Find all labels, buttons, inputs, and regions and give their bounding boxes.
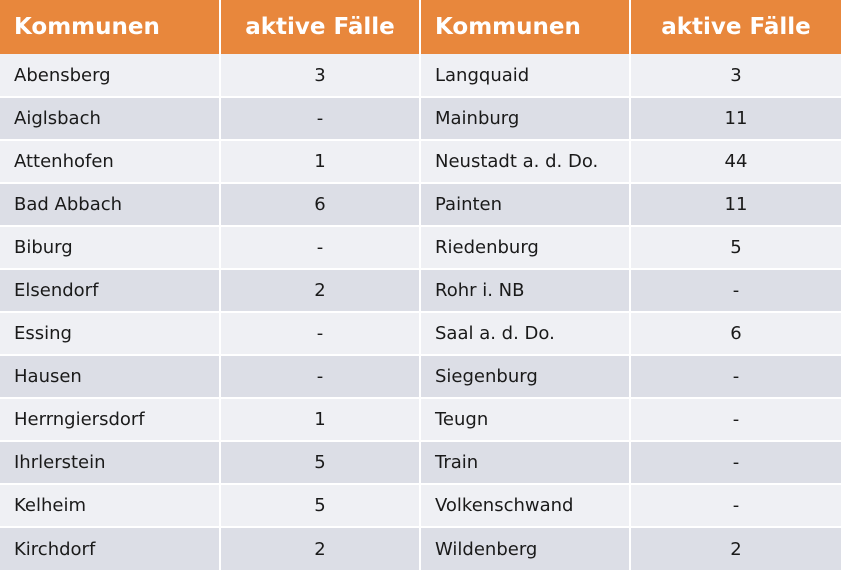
cell-faelle-right: - bbox=[630, 441, 841, 484]
cell-kommune-left: Aiglsbach bbox=[0, 97, 220, 140]
cell-kommune-right: Wildenberg bbox=[420, 527, 630, 570]
cell-kommune-right: Neustadt a. d. Do. bbox=[420, 140, 630, 183]
cell-faelle-left: - bbox=[220, 355, 420, 398]
table-row bbox=[0, 441, 841, 484]
table-row bbox=[0, 269, 841, 312]
cell-faelle-left: 3 bbox=[220, 54, 420, 97]
cell-kommune-left: Essing bbox=[0, 312, 220, 355]
cell-kommune-left: Abensberg bbox=[0, 54, 220, 97]
table-row bbox=[0, 183, 841, 226]
cell-faelle-left: 6 bbox=[220, 183, 420, 226]
table-row bbox=[0, 398, 841, 441]
cell-kommune-right: Saal a. d. Do. bbox=[420, 312, 630, 355]
cell-kommune-right: Mainburg bbox=[420, 97, 630, 140]
table-row bbox=[0, 484, 841, 527]
table-row bbox=[0, 54, 841, 97]
table-row bbox=[0, 97, 841, 140]
table-row bbox=[0, 226, 841, 269]
table-body bbox=[0, 54, 841, 570]
header-kommunen-left: Kommunen bbox=[0, 0, 220, 54]
cell-faelle-left: 5 bbox=[220, 441, 420, 484]
cell-kommune-right: Painten bbox=[420, 183, 630, 226]
table-row bbox=[0, 140, 841, 183]
cell-kommune-right: Langquaid bbox=[420, 54, 630, 97]
cell-kommune-right: Rohr i. NB bbox=[420, 269, 630, 312]
header-row bbox=[0, 0, 841, 54]
cell-kommune-right: Teugn bbox=[420, 398, 630, 441]
cell-kommune-left: Kirchdorf bbox=[0, 527, 220, 570]
table-header bbox=[0, 0, 841, 54]
cell-kommune-right: Siegenburg bbox=[420, 355, 630, 398]
cell-faelle-right: 5 bbox=[630, 226, 841, 269]
cell-kommune-left: Elsendorf bbox=[0, 269, 220, 312]
cell-faelle-left: - bbox=[220, 97, 420, 140]
cell-kommune-right: Riedenburg bbox=[420, 226, 630, 269]
cell-faelle-right: 11 bbox=[630, 97, 841, 140]
cell-faelle-right: 2 bbox=[630, 527, 841, 570]
cell-faelle-right: - bbox=[630, 355, 841, 398]
header-aktive-faelle-left: aktive Fälle bbox=[220, 0, 420, 54]
cell-faelle-left: 1 bbox=[220, 140, 420, 183]
cell-faelle-right: 11 bbox=[630, 183, 841, 226]
cell-kommune-left: Hausen bbox=[0, 355, 220, 398]
cell-faelle-left: 2 bbox=[220, 269, 420, 312]
cell-kommune-left: Ihrlerstein bbox=[0, 441, 220, 484]
cell-faelle-right: 44 bbox=[630, 140, 841, 183]
cell-kommune-left: Biburg bbox=[0, 226, 220, 269]
cell-kommune-left: Bad Abbach bbox=[0, 183, 220, 226]
header-kommunen-right: Kommunen bbox=[420, 0, 630, 54]
cell-faelle-right: - bbox=[630, 269, 841, 312]
header-aktive-faelle-right: aktive Fälle bbox=[630, 0, 841, 54]
cell-faelle-left: 1 bbox=[220, 398, 420, 441]
cell-faelle-left: 5 bbox=[220, 484, 420, 527]
cell-faelle-right: - bbox=[630, 484, 841, 527]
cell-kommune-right: Train bbox=[420, 441, 630, 484]
cell-kommune-left: Attenhofen bbox=[0, 140, 220, 183]
table-row bbox=[0, 312, 841, 355]
cell-faelle-left: 2 bbox=[220, 527, 420, 570]
cell-kommune-left: Kelheim bbox=[0, 484, 220, 527]
table-row bbox=[0, 527, 841, 570]
table-row bbox=[0, 355, 841, 398]
cell-faelle-right: 3 bbox=[630, 54, 841, 97]
cell-faelle-left: - bbox=[220, 312, 420, 355]
cell-faelle-right: 6 bbox=[630, 312, 841, 355]
cell-kommune-right: Volkenschwand bbox=[420, 484, 630, 527]
cell-faelle-right: - bbox=[630, 398, 841, 441]
cell-faelle-left: - bbox=[220, 226, 420, 269]
cell-kommune-left: Herrngiersdorf bbox=[0, 398, 220, 441]
